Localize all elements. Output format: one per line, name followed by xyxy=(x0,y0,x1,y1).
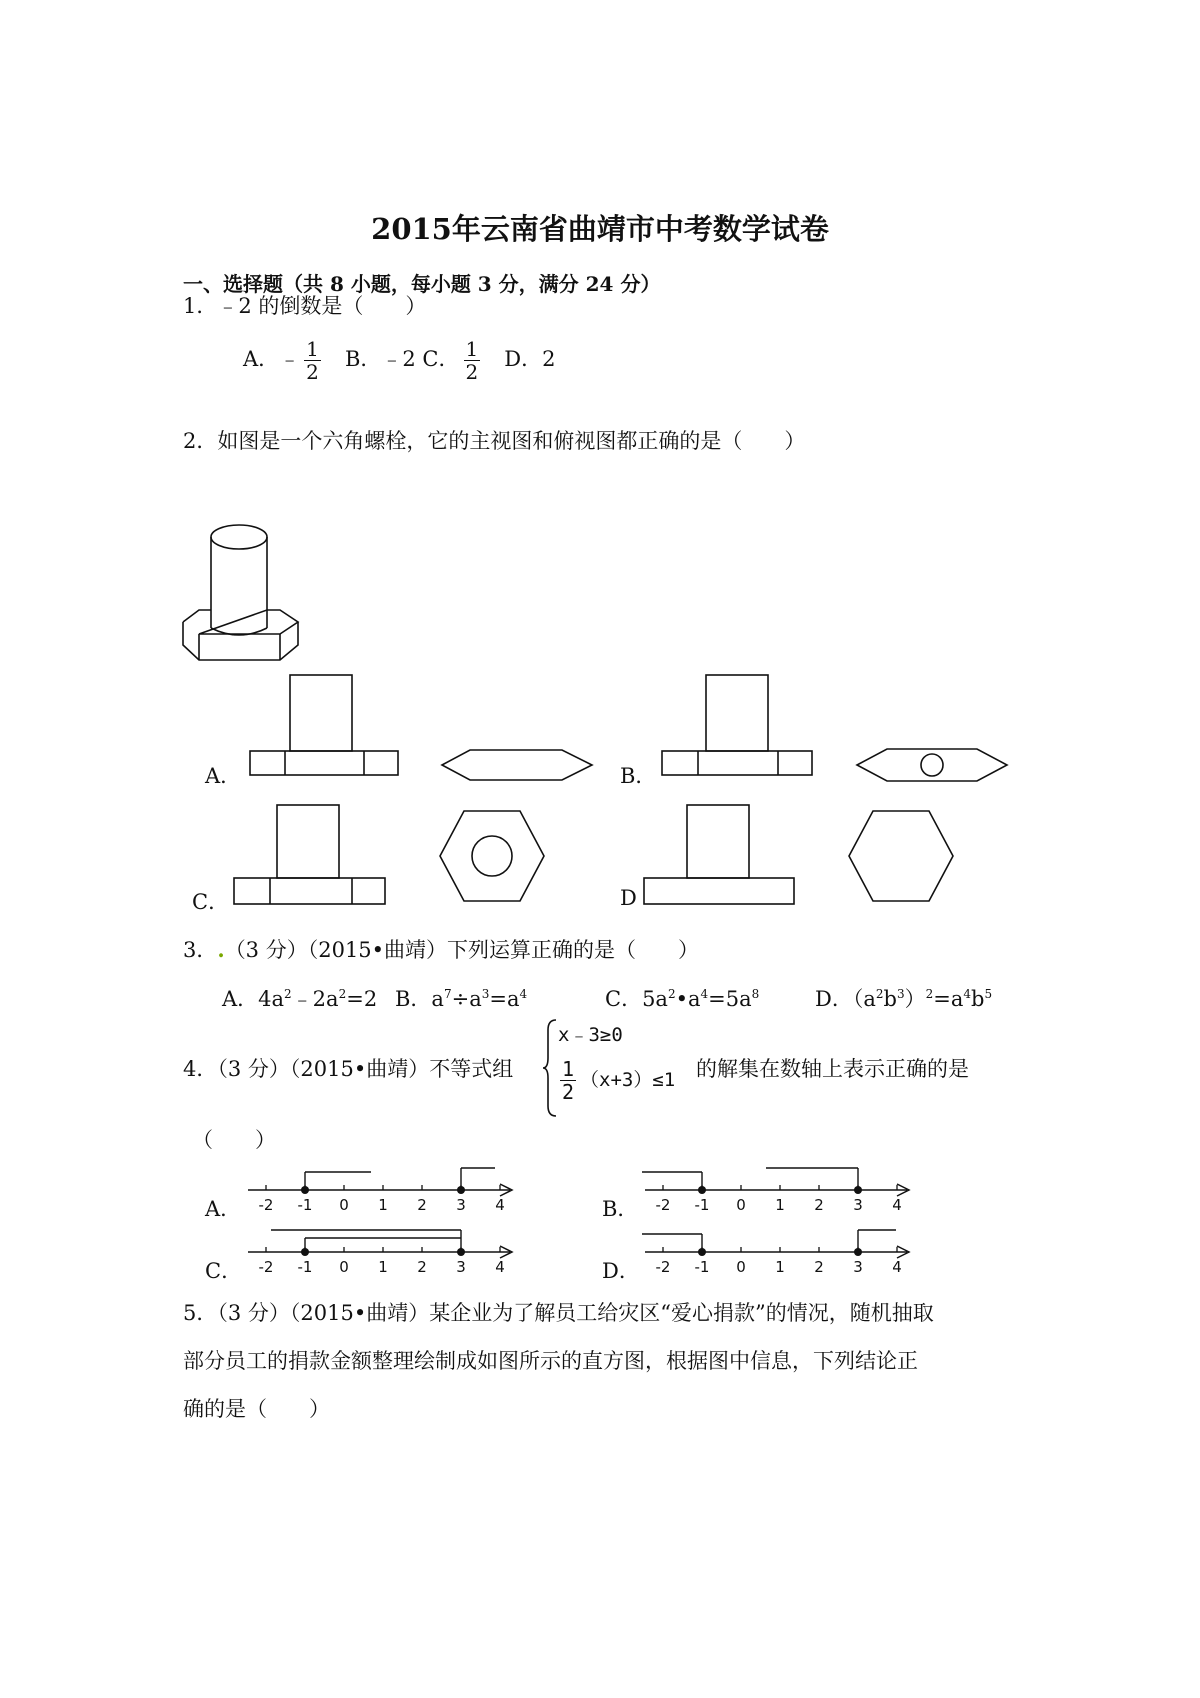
tick-label: 1 xyxy=(775,1196,785,1214)
q3-stem-line xyxy=(183,934,699,964)
tick-label: -2 xyxy=(258,1196,274,1214)
q1-a-denominator: 2 xyxy=(306,360,319,384)
section-heading: 一、选择题（共 8 小题，每小题 3 分，满分 24 分） xyxy=(183,272,661,296)
q2-c-front-view xyxy=(232,803,392,908)
q3-d-part: b xyxy=(971,987,985,1011)
q3-a-part: =2 xyxy=(346,987,378,1011)
tick-label: 0 xyxy=(736,1258,746,1276)
solution-endpoint-dot xyxy=(457,1248,465,1256)
q3-c-exp: 2 xyxy=(667,987,676,1001)
q3-b-exp: 3 xyxy=(481,987,490,1001)
q4-sys-denominator: 2 xyxy=(562,1080,575,1104)
q3-b-exp: 7 xyxy=(443,987,452,1001)
q1-option-a-fraction xyxy=(304,338,321,383)
q3-stem: （3 分）（2015•曲靖）下列运算正确的是（ ） xyxy=(224,938,700,962)
tick-label: 4 xyxy=(495,1258,505,1276)
q2-a-top-view xyxy=(440,748,595,784)
exam-title: 2015年云南省曲靖市中考数学试卷 xyxy=(371,212,829,246)
q4-stem-right: 的解集在数轴上表示正确的是 xyxy=(696,1057,969,1081)
q1-c-denominator: 2 xyxy=(465,360,479,384)
q1-option-a-label: A．﹣ xyxy=(243,347,301,371)
q2-b-front-view xyxy=(660,673,820,778)
q4-system-line1: x﹣3≥0 xyxy=(558,1024,623,1046)
solution-endpoint-dot xyxy=(301,1186,309,1194)
q4-number-line-d xyxy=(645,1222,925,1282)
q4-option-c-label: C． xyxy=(205,1259,243,1283)
q3-b-part: B．a xyxy=(395,987,444,1011)
q3-d-exp: 2 xyxy=(875,987,884,1001)
q3-option-d xyxy=(815,983,992,1013)
solution-endpoint-dot xyxy=(854,1186,862,1194)
tick-label: -2 xyxy=(655,1258,671,1276)
q4-number-line-b xyxy=(645,1160,925,1220)
q4-number-line-c xyxy=(248,1222,528,1282)
q3-d-exp: 3 xyxy=(896,987,905,1001)
q3-option-b xyxy=(395,983,527,1013)
tick-label: 0 xyxy=(339,1196,349,1214)
tick-label: 1 xyxy=(378,1258,388,1276)
q2-d-top-view xyxy=(847,808,957,904)
q3-c-exp: 4 xyxy=(700,987,709,1001)
tick-label: 0 xyxy=(736,1196,746,1214)
q2-a-front-view xyxy=(248,673,408,778)
q4-option-b-label: B． xyxy=(602,1197,639,1221)
tick-label: 3 xyxy=(456,1258,466,1276)
q3-b-part: ÷a xyxy=(451,987,482,1011)
q2-option-c-label: C． xyxy=(192,890,230,914)
q3-a-part: ﹣2a xyxy=(291,987,339,1011)
q1-stem: 1．﹣2 的倒数是（ ） xyxy=(183,294,427,318)
q2-b-top-view xyxy=(855,746,1010,786)
q3-a-exp: 2 xyxy=(338,987,347,1001)
tick-label: 3 xyxy=(456,1196,466,1214)
q3-d-part: ） xyxy=(904,987,926,1011)
q3-b-exp: 4 xyxy=(519,987,528,1001)
tick-label: 2 xyxy=(814,1196,824,1214)
q1-c-numerator: 1 xyxy=(465,337,479,361)
q1-options xyxy=(243,338,555,383)
q2-d-front-view xyxy=(642,803,802,908)
q3-d-exp: 5 xyxy=(984,987,993,1001)
q3-option-a xyxy=(222,983,377,1013)
q3-d-part: D．（a xyxy=(815,987,876,1011)
q2-stem: 2．如图是一个六角螺栓，它的主视图和俯视图都正确的是（ ） xyxy=(183,429,806,453)
tick-label: 3 xyxy=(853,1258,863,1276)
tick-label: -2 xyxy=(258,1258,274,1276)
tick-label: 4 xyxy=(892,1258,902,1276)
tick-label: 3 xyxy=(853,1196,863,1214)
q5-line1: 5．（3 分）（2015•曲靖）某企业为了解员工给灾区“爱心捐款”的情况，随机抽取 xyxy=(183,1301,934,1325)
q4-paren: （ ） xyxy=(192,1128,276,1152)
q3-c-exp: 8 xyxy=(751,987,760,1001)
q3-c-part: =5a xyxy=(708,987,752,1011)
tick-label: -2 xyxy=(655,1196,671,1214)
solution-endpoint-dot xyxy=(457,1186,465,1194)
q4-option-a-label: A． xyxy=(205,1197,242,1221)
tick-label: 2 xyxy=(417,1258,427,1276)
q4-system-line2 xyxy=(556,1058,675,1103)
solution-endpoint-dot xyxy=(854,1248,862,1256)
solution-endpoint-dot xyxy=(301,1248,309,1256)
tick-label: 2 xyxy=(417,1196,427,1214)
q3-d-exp: 4 xyxy=(963,987,971,1001)
q3-d-exp: 2 xyxy=(925,987,934,1001)
q4-system-rest: （x+3）≤1 xyxy=(580,1069,676,1091)
q3-a-exp: 2 xyxy=(284,987,292,1001)
q1-option-c-label: C． xyxy=(422,347,460,371)
q1-option-d: D．2 xyxy=(504,347,556,371)
q3-marker-dot: . xyxy=(217,937,225,962)
tick-label: -1 xyxy=(297,1196,313,1214)
q2-c-top-view xyxy=(438,808,548,904)
q3-b-part: =a xyxy=(489,987,520,1011)
q1-option-b: B．﹣2 xyxy=(344,347,416,371)
q3-d-part: =a xyxy=(933,987,964,1011)
q4-stem-left: 4．（3 分）（2015•曲靖）不等式组 xyxy=(183,1057,514,1081)
q5-line2: 部分员工的捐款金额整理绘制成如图所示的直方图，根据图中信息，下列结论正 xyxy=(183,1349,918,1373)
q1-a-numerator: 1 xyxy=(306,337,319,361)
tick-label: 1 xyxy=(775,1258,785,1276)
q1-option-c-fraction xyxy=(464,338,481,383)
tick-label: 1 xyxy=(378,1196,388,1214)
q4-sys-numerator: 1 xyxy=(562,1057,575,1081)
q5-line3: 确的是（ ） xyxy=(183,1397,330,1421)
tick-label: -1 xyxy=(694,1196,710,1214)
tick-label: -1 xyxy=(297,1258,313,1276)
q3-d-part: b xyxy=(883,987,897,1011)
solution-endpoint-dot xyxy=(698,1186,706,1194)
q3-option-c xyxy=(605,983,759,1013)
q3-a-part: A．4a xyxy=(222,987,285,1011)
tick-label: 4 xyxy=(892,1196,902,1214)
q2-option-b-label: B． xyxy=(620,764,657,788)
q4-number-line-a xyxy=(248,1160,528,1220)
q3-number: 3． xyxy=(183,938,218,962)
hex-bolt-figure xyxy=(180,510,310,670)
tick-label: 0 xyxy=(339,1258,349,1276)
tick-label: 2 xyxy=(814,1258,824,1276)
solution-endpoint-dot xyxy=(698,1248,706,1256)
tick-label: -1 xyxy=(694,1258,710,1276)
q4-system-fraction xyxy=(560,1058,576,1103)
q4-option-d-label: D． xyxy=(602,1259,640,1283)
q3-c-part: •a xyxy=(675,987,701,1011)
q3-c-part: C．5a xyxy=(605,987,668,1011)
q2-option-a-label: A． xyxy=(205,764,242,788)
q2-option-d-label: D xyxy=(620,886,637,910)
tick-label: 4 xyxy=(495,1196,505,1214)
